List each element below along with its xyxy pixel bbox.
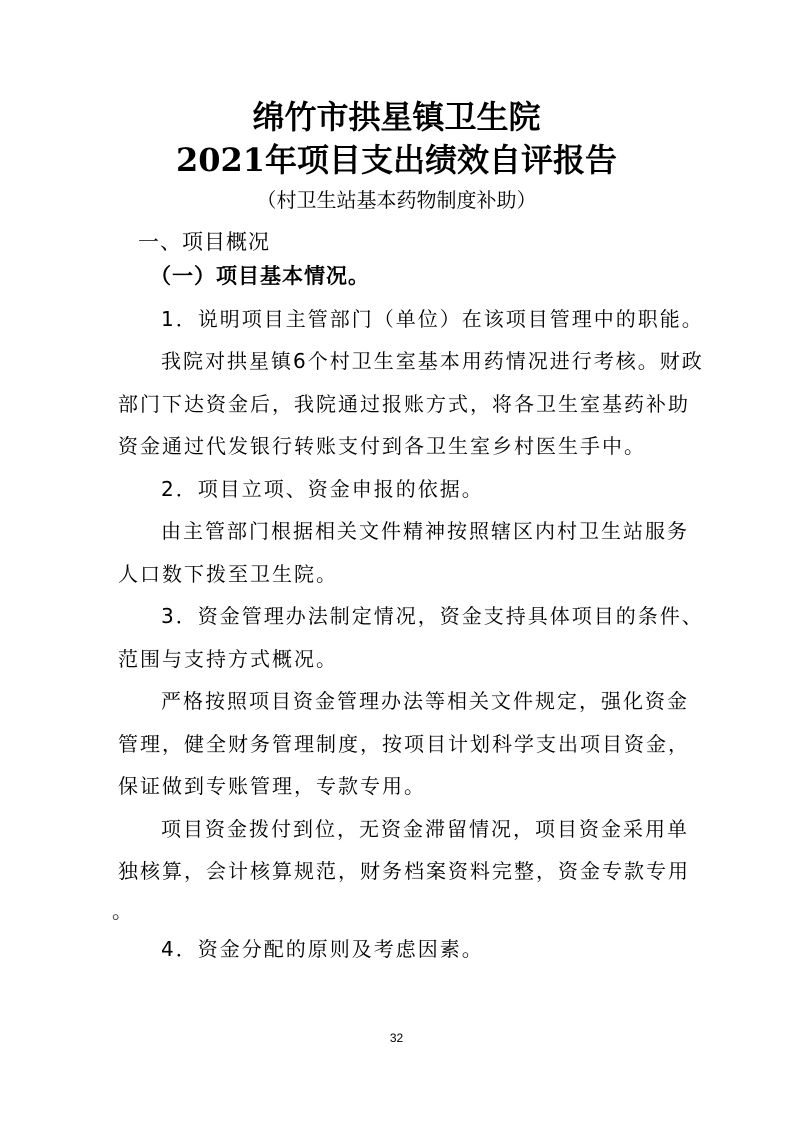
item4-heading: 4．资金分配的原则及考虑因素。 bbox=[161, 937, 484, 961]
item1-heading: 1．说明项目主管部门（单位）在该项目管理中的职能。 bbox=[161, 307, 704, 331]
item3-body-line: 项目资金拨付到位，无资金滞留情况，项目资金采用单 bbox=[161, 817, 689, 841]
subsection-heading-basic-info: （一）项目基本情况。 bbox=[150, 264, 370, 288]
page-number: 32 bbox=[389, 1031, 404, 1045]
document-subtitle: （村卫生站基本药物制度补助） bbox=[256, 188, 537, 212]
section-heading-overview: 一、项目概况 bbox=[138, 230, 270, 254]
item2-body-line: 人口数下拨至卫生院。 bbox=[118, 562, 338, 586]
item2-heading: 2．项目立项、资金申报的依据。 bbox=[161, 477, 484, 501]
item3-body-line: 管理，健全财务管理制度，按项目计划科学支出项目资金， bbox=[118, 732, 690, 756]
item1-body-line: 部门下达资金后，我院通过报账方式，将各卫生室基药补助 bbox=[118, 392, 690, 416]
item3-body-line: 保证做到专账管理，专款专用。 bbox=[118, 774, 426, 798]
item1-body-line: 我院对拱星镇6个村卫生室基本用药情况进行考核。财政 bbox=[161, 349, 704, 373]
item1-body-line: 资金通过代发银行转账支付到各卫生室乡村医生手中。 bbox=[118, 434, 646, 458]
item3-heading-line: 范围与支持方式概况。 bbox=[118, 647, 338, 671]
item3-body-line: 严格按照项目资金管理办法等相关文件规定，强化资金 bbox=[161, 689, 689, 713]
item2-body-line: 由主管部门根据相关文件精神按照辖区内村卫生站服务 bbox=[161, 519, 689, 543]
document-title-line2: 2021年项目支出绩效自评报告 bbox=[175, 141, 618, 179]
item3-body-line: 独核算，会计核算规范，财务档案资料完整，资金专款专用 bbox=[118, 859, 690, 883]
item3-heading-line: 3．资金管理办法制定情况，资金支持具体项目的条件、 bbox=[161, 604, 704, 628]
item3-body-line: 。 bbox=[112, 899, 134, 923]
document-title-line1: 绵竹市拱星镇卫生院 bbox=[252, 98, 541, 136]
